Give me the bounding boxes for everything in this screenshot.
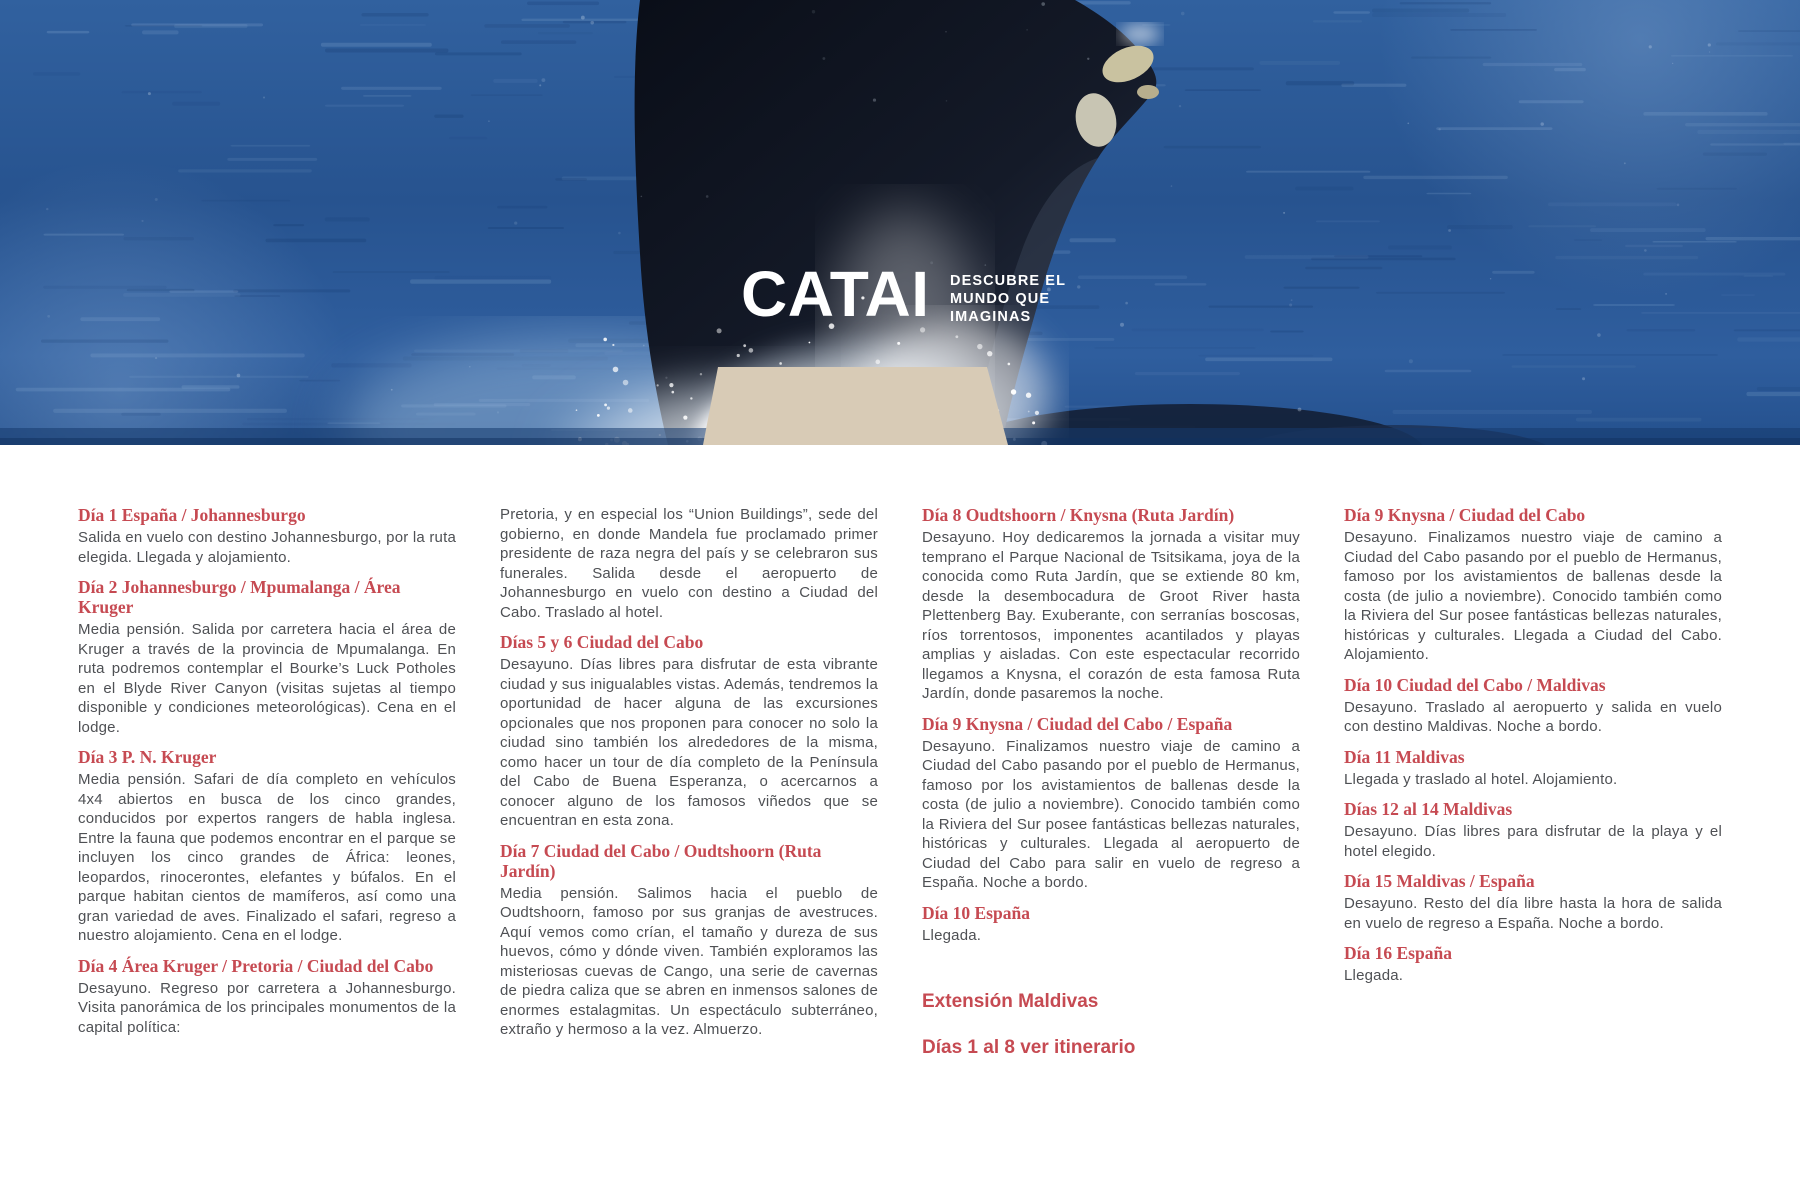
day-section — [1344, 675, 1722, 737]
logo-tagline — [950, 272, 1066, 326]
day-section — [1344, 943, 1722, 986]
section-label: Días 1 al 8 ver itinerario — [922, 1037, 1136, 1058]
day-section — [500, 632, 878, 831]
day-body-text: Desayuno. Hoy dedicaremos la jornada a visitar muy temprano el Parque Nacional de Tsitsikama, joya de la conocida como Ruta Jardín, que se extiende 80 km, desde la desembocadura de Groot River hasta Plettenberg Bay. Exuberante, con serranías boscosas, ríos torrentosos, imponentes acantilados y playas amplias y aisladas. Con este espectacular recorrido llegamos a Knysna, el corazón de esta famosa Ruta Jardín, donde pasaremos la noche. — [922, 529, 1300, 702]
day-heading: Día 9 Knysna / Ciudad del Cabo / España — [922, 713, 1233, 734]
day-heading: Día 11 Maldivas — [1344, 746, 1465, 767]
day-section — [922, 505, 1300, 704]
day-heading: Días 5 y 6 Ciudad del Cabo — [500, 632, 704, 652]
day-section — [78, 577, 456, 737]
tagline-line-3: IMAGINAS — [950, 309, 1032, 325]
day-section — [500, 841, 878, 1040]
day-heading: Días 12 al 14 Maldivas — [1344, 799, 1513, 819]
day-heading: Día 10 Ciudad del Cabo / Maldivas — [1344, 674, 1606, 695]
day-body-text: Desayuno. Traslado al aeropuerto y salida en vuelo con destino Maldivas. Noche a bordo. — [1344, 698, 1722, 735]
day-section — [922, 714, 1300, 893]
day-section — [1344, 871, 1722, 933]
itinerary-column-2 — [500, 505, 878, 1059]
day-body-text: Salida en vuelo con destino Johannesburgo, por la ruta elegida. Llegada y alojamiento. — [78, 529, 456, 566]
tagline-line-1: DESCUBRE EL — [950, 273, 1067, 289]
day-heading: Día 4 Área Kruger / Pretoria / Ciudad del Cabo — [78, 955, 434, 976]
tagline-line-2: MUNDO QUE — [950, 291, 1051, 307]
itinerary-column-3 — [922, 505, 1300, 1059]
day-heading: Día 16 España — [1344, 943, 1452, 963]
continued-paragraph — [500, 505, 878, 622]
day-section — [1344, 747, 1722, 790]
day-body-text: Media pensión. Salimos hacia el pueblo de Oudtshoorn, famoso por sus granjas de avestruces. Aquí vemos como crían, el tamaño y dureza de sus huevos, cómo y dónde viven. También exploramos las misteriosas cuevas de Cango, una serie de cavernas de piedra caliza que se abren en inmensos salones de enormes estalagmitas. Un espectáculo subterráneo, extraño y hermoso a la vez. Almuerzo. — [500, 884, 878, 1038]
day-body-text: Desayuno. Días libres para disfrutar de esta vibrante ciudad y sus inigualables vistas. Además, tendremos la oportunidad de hacer alguna de las excursiones opcionales que nos proponen para conocer no solo la ciudad sino también los alrededores de la misma, como hacer un tour de día completo de la Península del Cabo de Buena Esperanza, o acercarnos a conocer alguno de los famosos viñedos que se encuentran en esta zona. — [500, 656, 878, 829]
section-label: Extensión Maldivas — [922, 991, 1099, 1012]
beige-tab-shape — [700, 367, 1008, 445]
day-body-text: Desayuno. Regreso por carretera a Johannesburgo. Visita panorámica de los principales monumentos de la capital política: — [78, 979, 456, 1036]
day-heading: Día 3 P. N. Kruger — [78, 747, 217, 767]
day-body-text: Llegada y traslado al hotel. Alojamiento. — [1344, 770, 1618, 788]
day-section — [78, 505, 456, 567]
day-heading: Día 9 Knysna / Ciudad del Cabo — [1344, 505, 1586, 525]
day-heading: Día 8 Oudtshoorn / Knysna (Ruta Jardín) — [922, 505, 1235, 525]
day-heading: Día 7 Ciudad del Cabo / Oudtshoorn (Ruta Jardín) — [500, 840, 822, 881]
day-section — [922, 903, 1300, 946]
day-body-text: Media pensión. Salida por carretera hacia el área de Kruger a través de la provincia de Mpumalanga. En ruta podremos contemplar el Bourke’s Luck Potholes en el Blyde River Canyon (visitas sujetas al tiempo disponible y condiciones meteorológicas). Cena en el lodge. — [78, 621, 456, 736]
day-body-text: Desayuno. Finalizamos nuestro viaje de camino a Ciudad del Cabo pasando por el pueblo de Hermanus, famoso por los avistamientos de ballenas desde la costa (de julio a noviembre). Conocido también como la Riviera del Sur posee fantásticas bellezas naturales, históricas y culturales. Llegada al aeropuerto de Ciudad del Cabo para salir en vuelo de regreso a España. Noche a bordo. — [922, 737, 1300, 891]
itinerary-columns — [78, 505, 1724, 1059]
catai-logo — [741, 258, 930, 330]
day-body-text: Desayuno. Resto del día libre hasta la hora de salida en vuelo de regreso a España. Noche a bordo. — [1344, 895, 1722, 932]
day-body-text: Pretoria, y en especial los “Union Buildings”, sede del gobierno, en donde Mandela fue proclamado primer presidente de raza negra del país y se celebraron sus funerales. Salida desde el aeropuerto de Johannesburgo en vuelo con destino a Ciudad del Cabo. Traslado al hotel. — [500, 506, 878, 621]
day-section — [1344, 505, 1722, 665]
itinerary-column-4 — [1344, 505, 1722, 1059]
hero-photo — [0, 0, 1800, 445]
catai-wordmark: CATAI — [741, 258, 930, 330]
day-body-text: Desayuno. Finalizamos nuestro viaje de camino a Ciudad del Cabo pasando por el pueblo de Hermanus, famoso por los avistamientos de ballenas desde la costa (de julio a noviembre). Conocido también como la Riviera del Sur posee fantásticas bellezas naturales, históricas y culturales. Llegada a Ciudad del Cabo. Alojamiento. — [1344, 529, 1722, 663]
day-heading: Día 1 España / Johannesburgo — [78, 505, 306, 525]
day-body-text: Desayuno. Días libres para disfrutar de la playa y el hotel elegido. — [1344, 823, 1722, 860]
day-body-text: Llegada. — [922, 926, 982, 944]
day-section — [78, 747, 456, 946]
day-section — [1344, 799, 1722, 861]
day-heading: Día 15 Maldivas / España — [1344, 871, 1535, 891]
itinerary-column-1 — [78, 505, 456, 1059]
day-heading: Día 2 Johannesburgo / Mpumalanga / Área Kruger — [78, 577, 401, 617]
day-heading: Día 10 España — [922, 902, 1030, 923]
day-section — [78, 956, 456, 1038]
day-body-text: Llegada. — [1344, 967, 1404, 984]
day-body-text: Media pensión. Safari de día completo en vehículos 4x4 abiertos en busca de los cinco grandes, conducidos por expertos rangers de habla inglesa. Entre la fauna que podemos encontrar en el parque se incluyen los cinco grandes de África: leones, leopardos, rinocerontes, elefantes y búfalos. En el parque habitan cientos de mamíferos, así como una gran variedad de aves. Finalizado el safari, regreso a nuestro alojamiento. Cena en el lodge. — [78, 771, 456, 944]
